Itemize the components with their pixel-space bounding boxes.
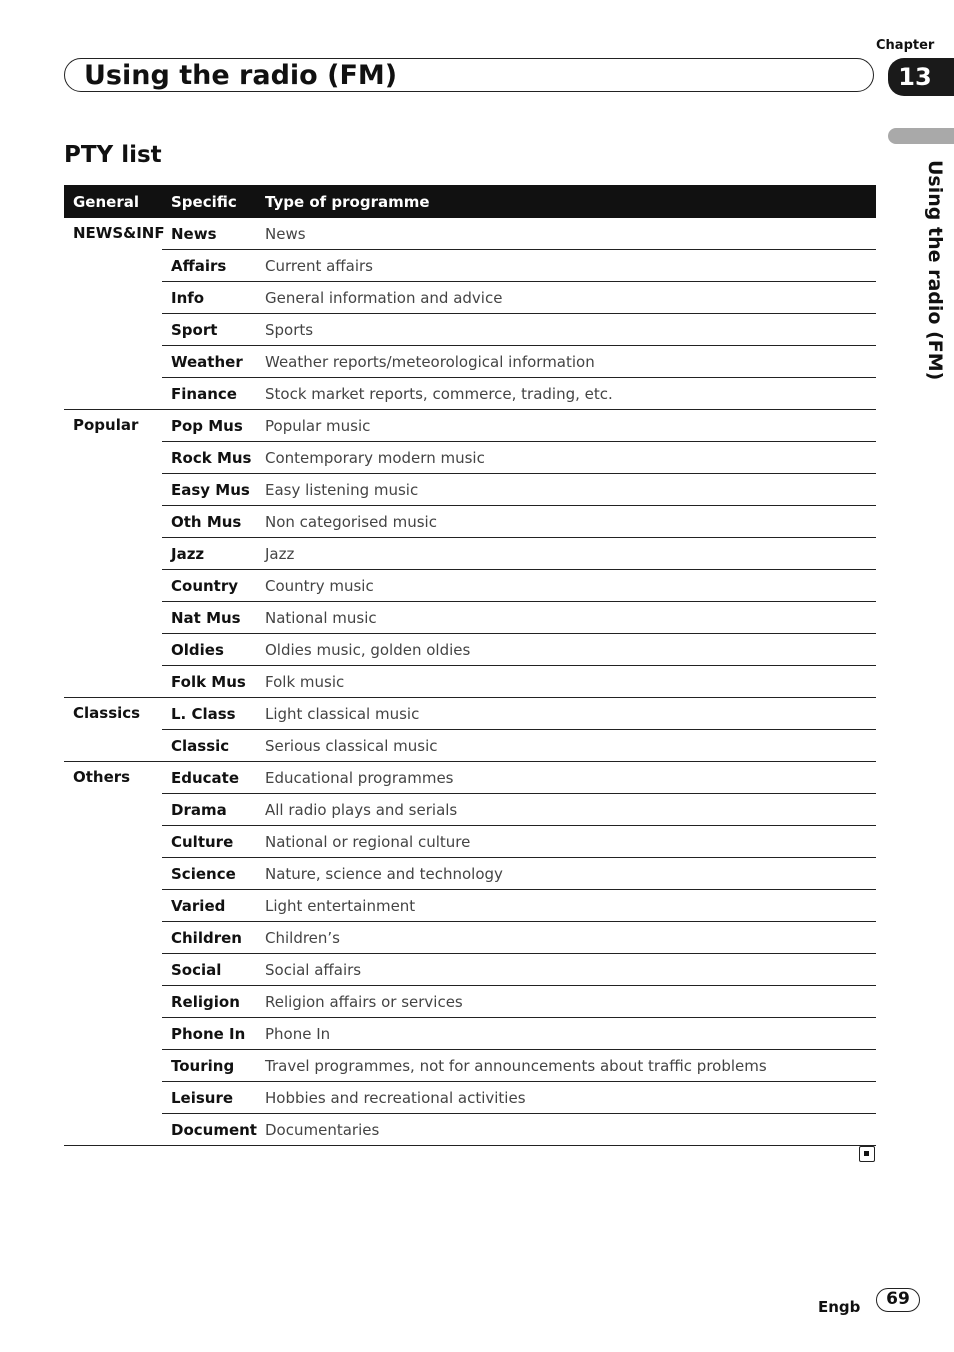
programme-type: General information and advice (256, 282, 876, 314)
table-row (64, 986, 876, 1018)
programme-type: Travel programmes, not for announcements about traffic problems (256, 1050, 876, 1082)
table-header (64, 185, 876, 218)
table-row (64, 730, 876, 762)
specific-code: News (162, 218, 256, 250)
specific-code: Science (162, 858, 256, 890)
specific-code: Affairs (162, 250, 256, 282)
specific-code: Phone In (162, 1018, 256, 1050)
programme-type: Nature, science and technology (256, 858, 876, 890)
table-row (64, 826, 876, 858)
end-square-icon (859, 1146, 875, 1162)
programme-type: Serious classical music (256, 730, 876, 762)
table-row (64, 954, 876, 986)
general-category: Popular (64, 410, 162, 698)
specific-code: Pop Mus (162, 410, 256, 442)
table-row (64, 506, 876, 538)
specific-code: Culture (162, 826, 256, 858)
table-row (64, 1082, 876, 1114)
side-chapter-label: Using the radio (FM) (924, 160, 946, 381)
table-row (64, 1018, 876, 1050)
programme-type: Contemporary modern music (256, 442, 876, 474)
programme-type: Religion affairs or services (256, 986, 876, 1018)
specific-code: Country (162, 570, 256, 602)
programme-type: Educational programmes (256, 762, 876, 794)
specific-code: Classic (162, 730, 256, 762)
programme-type: All radio plays and serials (256, 794, 876, 826)
table-row (64, 250, 876, 282)
page-title: Using the radio (FM) (84, 60, 398, 91)
programme-type: Hobbies and recreational activities (256, 1082, 876, 1114)
programme-type: Jazz (256, 538, 876, 570)
general-category: NEWS&INF (64, 218, 162, 410)
programme-type: Phone In (256, 1018, 876, 1050)
section-heading: PTY list (64, 142, 162, 168)
specific-code: Finance (162, 378, 256, 410)
specific-code: Weather (162, 346, 256, 378)
specific-code: Sport (162, 314, 256, 346)
table-row (64, 282, 876, 314)
table-row (64, 474, 876, 506)
specific-code: Educate (162, 762, 256, 794)
table-row (64, 858, 876, 890)
pty-table (64, 185, 876, 1146)
column-header-type: Type of programme (256, 185, 876, 218)
programme-type: Light entertainment (256, 890, 876, 922)
table-row (64, 890, 876, 922)
column-header-general: General (64, 185, 162, 218)
page-number: 69 (876, 1288, 920, 1312)
specific-code: Easy Mus (162, 474, 256, 506)
specific-code: Drama (162, 794, 256, 826)
specific-code: Touring (162, 1050, 256, 1082)
programme-type: Sports (256, 314, 876, 346)
specific-code: Religion (162, 986, 256, 1018)
general-category: Others (64, 762, 162, 1146)
table-body (64, 218, 876, 1146)
programme-type: Children’s (256, 922, 876, 954)
programme-type: Light classical music (256, 698, 876, 730)
programme-type: National music (256, 602, 876, 634)
general-category: Classics (64, 698, 162, 762)
specific-code: Nat Mus (162, 602, 256, 634)
programme-type: Weather reports/meteorological information (256, 346, 876, 378)
table-row (64, 378, 876, 410)
table-row (64, 666, 876, 698)
specific-code: Oth Mus (162, 506, 256, 538)
programme-type: Popular music (256, 410, 876, 442)
table-row (64, 442, 876, 474)
specific-code: Document (162, 1114, 256, 1146)
programme-type: Folk music (256, 666, 876, 698)
specific-code: Rock Mus (162, 442, 256, 474)
table-row (64, 634, 876, 666)
side-tab-marker (888, 128, 954, 144)
specific-code: Jazz (162, 538, 256, 570)
column-header-specific: Specific (162, 185, 256, 218)
specific-code: Folk Mus (162, 666, 256, 698)
specific-code: Children (162, 922, 256, 954)
programme-type: Country music (256, 570, 876, 602)
programme-type: Easy listening music (256, 474, 876, 506)
table-row (64, 602, 876, 634)
specific-code: L. Class (162, 698, 256, 730)
table-row (64, 794, 876, 826)
programme-type: National or regional culture (256, 826, 876, 858)
table-row (64, 1050, 876, 1082)
specific-code: Social (162, 954, 256, 986)
header-row (64, 185, 876, 218)
chapter-label: Chapter (876, 38, 935, 53)
table-row (64, 410, 876, 442)
programme-type: Social affairs (256, 954, 876, 986)
chapter-number: 13 (898, 63, 932, 91)
programme-type: Documentaries (256, 1114, 876, 1146)
table-row (64, 218, 876, 250)
programme-type: Non categorised music (256, 506, 876, 538)
specific-code: Leisure (162, 1082, 256, 1114)
language-code: Engb (818, 1298, 861, 1316)
specific-code: Varied (162, 890, 256, 922)
table-row (64, 922, 876, 954)
table-row (64, 762, 876, 794)
table-row (64, 570, 876, 602)
table-row (64, 538, 876, 570)
table-row (64, 1114, 876, 1146)
table-row (64, 346, 876, 378)
programme-type: News (256, 218, 876, 250)
programme-type: Stock market reports, commerce, trading, etc. (256, 378, 876, 410)
table-row (64, 698, 876, 730)
programme-type: Current affairs (256, 250, 876, 282)
table-row (64, 314, 876, 346)
specific-code: Info (162, 282, 256, 314)
programme-type: Oldies music, golden oldies (256, 634, 876, 666)
specific-code: Oldies (162, 634, 256, 666)
